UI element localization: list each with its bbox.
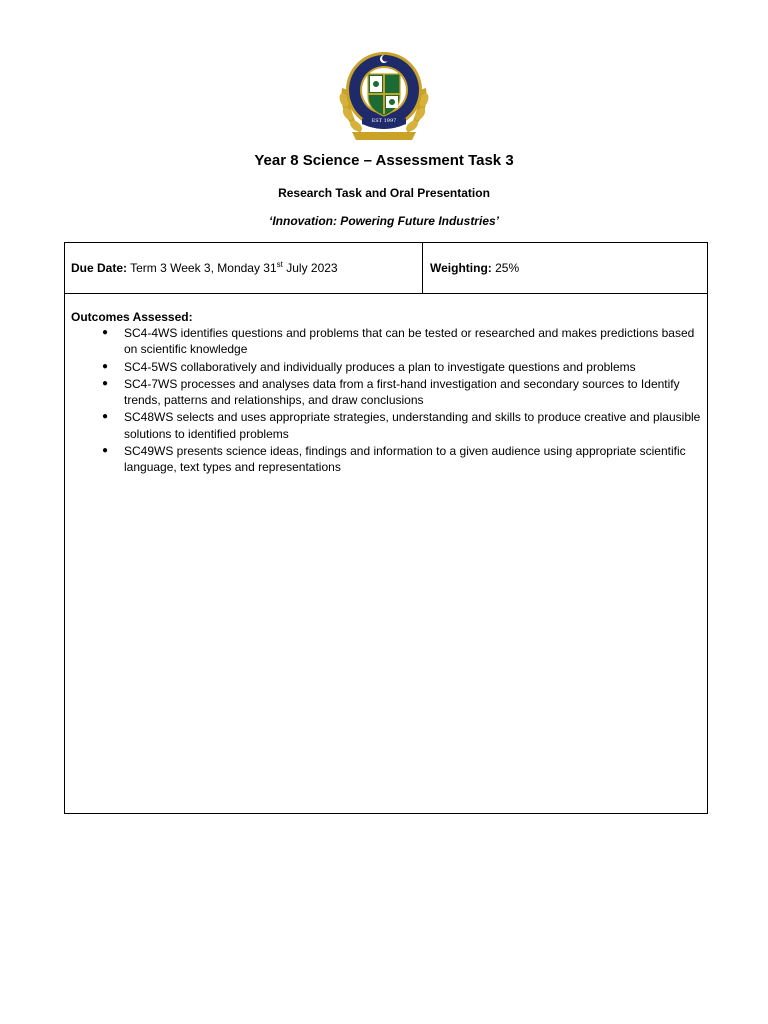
outcome-text: SC4-7WS processes and analyses data from a first-hand investigation and secondary sources to Identify trends, patterns and relationships, and draw conclusions bbox=[124, 376, 680, 408]
assessment-details-table bbox=[64, 242, 708, 814]
due-date-label: Due Date: bbox=[71, 261, 128, 275]
due-date-month-year: July 2023 bbox=[282, 261, 338, 275]
outcome-text: SC49WS presents science ideas, findings and information to a given audience using appropriate scientific language, text types and representations bbox=[124, 444, 686, 475]
due-date-cell bbox=[65, 243, 423, 293]
outcomes-heading: Outcomes Assessed: bbox=[71, 310, 193, 324]
outcome-text: SC48WS selects and uses appropriate strategies, understanding and skills to produce creative and plausible solutions to identified problems bbox=[124, 410, 701, 441]
outcome-item bbox=[102, 376, 701, 409]
bullet-icon: ● bbox=[102, 445, 109, 457]
bullet-icon: ● bbox=[102, 377, 109, 389]
outcomes-list bbox=[71, 325, 701, 476]
page-title: Year 8 Science – Assessment Task 3 bbox=[254, 152, 514, 169]
outcome-item bbox=[102, 443, 701, 476]
outcome-item bbox=[102, 359, 701, 375]
bullet-icon: ● bbox=[102, 411, 109, 423]
crest-est-text: EST 1997 bbox=[371, 118, 397, 124]
due-date-value: Term 3 Week 3, Monday 31 bbox=[127, 261, 277, 275]
weighting-value: 25% bbox=[491, 261, 520, 275]
due-date-ordinal: st bbox=[276, 260, 283, 269]
crest-icon bbox=[334, 48, 434, 144]
bullet-icon: ● bbox=[102, 327, 109, 338]
outcome-text: SC4-4WS identifies questions and problems that can be tested or researched and makes predictions based on scientific knowledge bbox=[124, 326, 695, 357]
bullet-icon: ● bbox=[102, 360, 109, 372]
weighting-cell bbox=[423, 243, 707, 293]
details-row bbox=[65, 243, 707, 294]
weighting-label: Weighting: bbox=[430, 261, 492, 275]
outcome-item bbox=[102, 409, 701, 442]
college-crest-logo bbox=[334, 48, 434, 144]
outcome-text: SC4-5WS collaboratively and individually produces a plan to investigate questions and problems bbox=[124, 359, 636, 374]
page-subtitle: Research Task and Oral Presentation bbox=[278, 186, 490, 200]
outcome-item bbox=[102, 325, 701, 358]
task-tagline: ‘Innovation: Powering Future Industries’ bbox=[268, 214, 499, 228]
outcomes-section bbox=[71, 309, 701, 477]
